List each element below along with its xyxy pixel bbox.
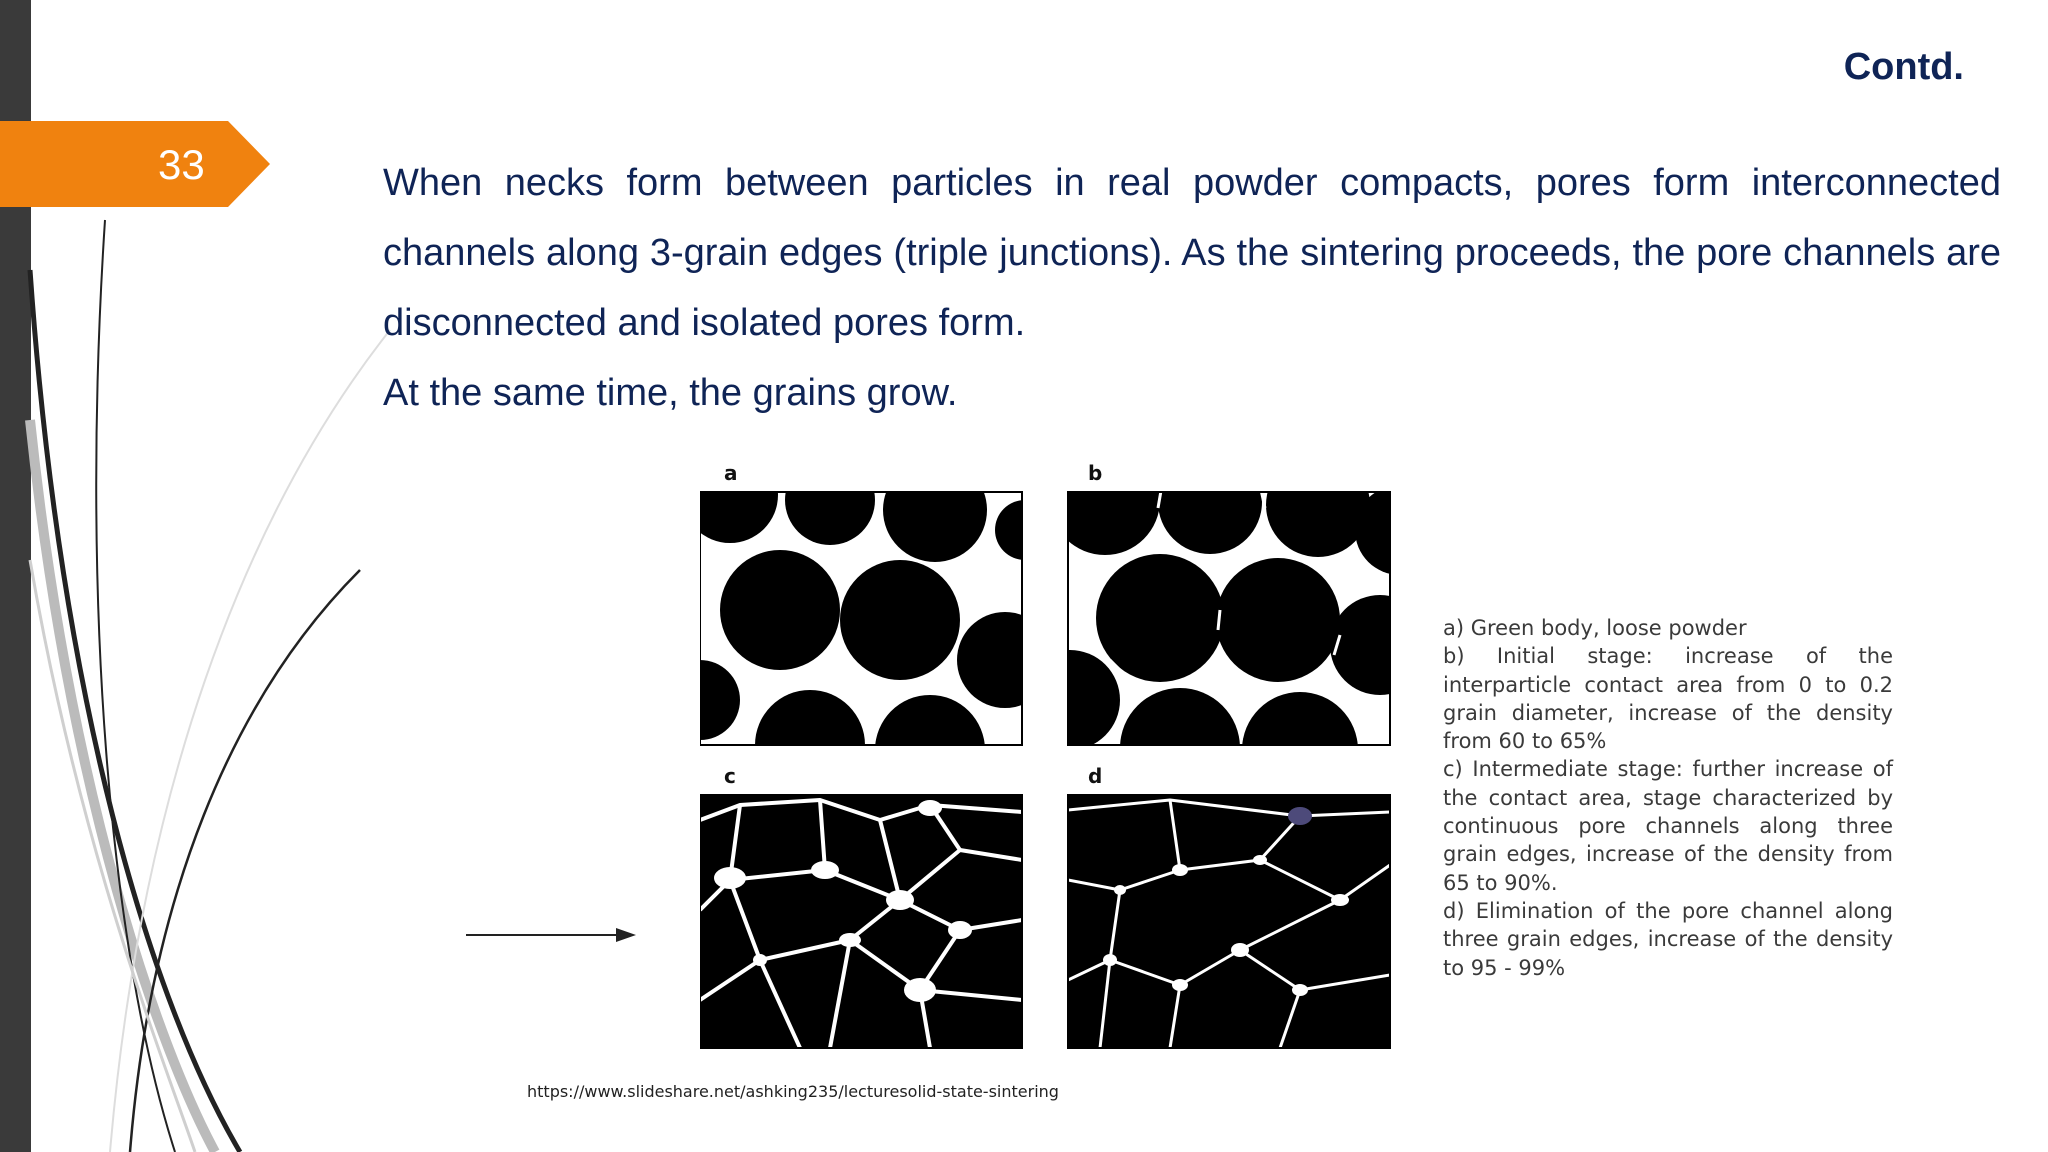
panel-c-grains — [700, 795, 1022, 1048]
body-paragraph: At the same time, the grains grow. — [383, 372, 958, 414]
caption-line: to 95 - 99% — [1443, 955, 1566, 980]
caption-line: the contact area, stage characterized by — [1443, 785, 1893, 810]
source-url: https://www.slideshare.net/ashking235/lecturesolid-state-sintering — [527, 1082, 1059, 1101]
slide-number-badge — [0, 121, 270, 207]
caption-line: b) Initial stage: increase of the — [1443, 644, 1893, 669]
caption-line: grain diameter, increase of the density — [1443, 700, 1893, 725]
panel-a-particles — [700, 460, 1055, 805]
caption-line: three grain edges, increase of the density — [1443, 927, 1893, 952]
body-text — [383, 148, 2001, 428]
slide-heading: Contd. — [1843, 46, 1964, 88]
panel-label-b: b — [1088, 461, 1103, 485]
slide-number: 33 — [158, 141, 205, 188]
caption-line: a) Green body, loose powder — [1443, 616, 1747, 640]
caption-line: continuous pore channels along three — [1443, 814, 1893, 839]
caption-line: d) Elimination of the pore channel along — [1443, 898, 1893, 923]
caption-line: 65 to 90%. — [1443, 870, 1558, 895]
figure-caption — [1443, 614, 1893, 982]
panel-label-c: c — [724, 764, 736, 788]
caption-line: interparticle contact area from 0 to 0.2 — [1443, 672, 1893, 697]
caption-line: c) Intermediate stage: further increase of — [1443, 757, 1893, 782]
panel-label-d: d — [1088, 764, 1103, 788]
panel-b-particles — [1020, 460, 1420, 808]
caption-line: from 60 to 65% — [1443, 729, 1607, 754]
caption-line: grain edges, increase of the density from — [1443, 842, 1893, 867]
body-paragraph: When necks form between particles in real powder compacts, pores form interconnected channels along 3-grain edges (triple junctions). As the sintering proceeds, the pore channels are disconnected and isolated pores form. — [383, 162, 2001, 344]
panel-label-a: a — [724, 461, 738, 485]
panel-d-grains — [1068, 795, 1390, 1048]
sintering-stages-figure — [700, 460, 1420, 1060]
arrow-icon — [466, 920, 646, 950]
